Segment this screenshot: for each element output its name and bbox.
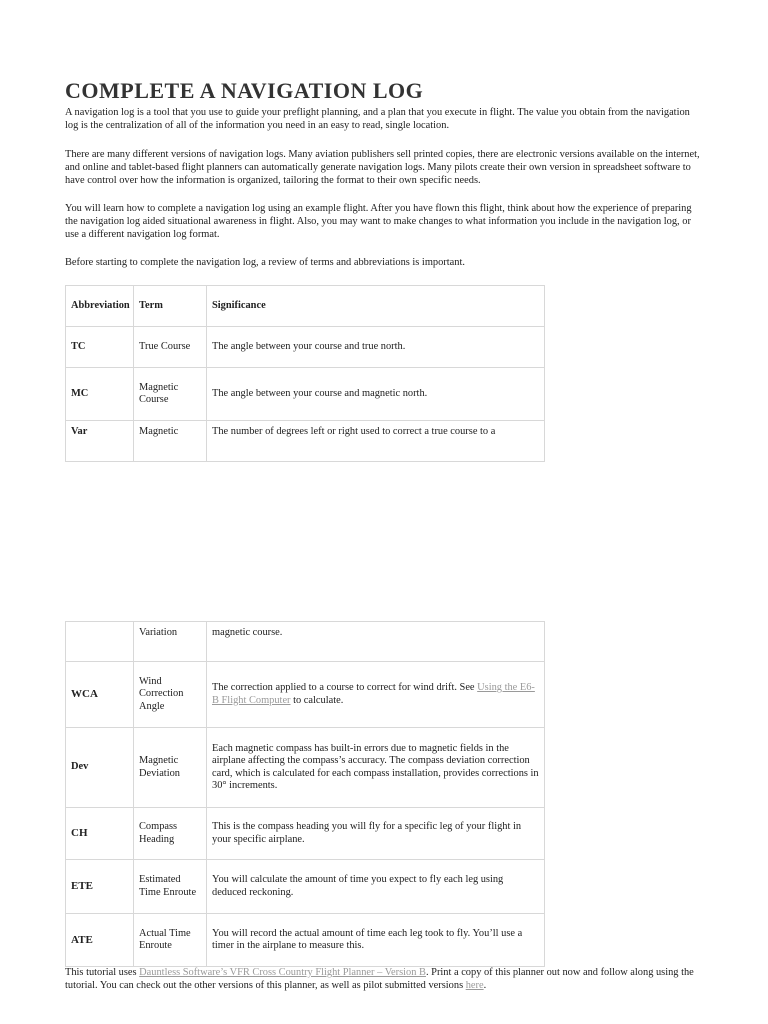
- row-term: Magnetic: [134, 421, 207, 462]
- intro-paragraph-3: You will learn how to complete a navigation log using an example flight. After you have flown this flight, think about how the experience of preparing the navigation log aided situational awareness in flight. Also, you may want to make changes to what information you include in the navigation log, or use a different navigation log format.: [65, 203, 692, 240]
- abbreviations-table-page-2: [65, 621, 545, 967]
- e6b-flight-computer-link[interactable]: Using the E6-B Flight Computer: [212, 682, 535, 706]
- intro-paragraph-1: A navigation log is a tool that you use to guide your preflight planning, and a plan that you execute in flight. The value you obtain from the navigation log is the centralization of all of the information you need in an easy to read, single location.: [65, 107, 690, 131]
- row-significance: You will calculate the amount of time you expect to fly each leg using deduced reckoning.: [207, 860, 545, 914]
- table-row: [66, 808, 545, 860]
- intro-paragraph-2: There are many different versions of navigation logs. Many aviation publishers sell printed copies, there are electronic versions available on the internet, and online and tablet-based flight planners can automatically generate navigation logs. Many pilots create their own version in spreadsheet software to have control over how the information is organized, tailoring the format to their own specific needs.: [65, 149, 700, 186]
- table-header-row: [66, 286, 545, 327]
- row-term: Magnetic Course: [134, 368, 207, 421]
- row-abbreviation: Dev: [66, 728, 134, 808]
- pilot-versions-link[interactable]: here: [465, 980, 484, 991]
- row-abbreviation: WCA: [66, 662, 134, 728]
- row-abbreviation: CH: [66, 808, 134, 860]
- row-significance: This is the compass heading you will fly for a specific leg of your flight in your specific airplane.: [207, 808, 545, 860]
- page-title: COMPLETE A NAVIGATION LOG: [65, 78, 424, 103]
- table-row: [66, 728, 545, 808]
- table-row: [66, 327, 545, 368]
- significance-text: The correction applied to a course to correct for wind drift. See: [212, 682, 478, 693]
- footer-text: .: [483, 980, 487, 991]
- row-abbreviation: Var: [66, 421, 134, 462]
- abbreviations-table-page-1: [65, 285, 545, 462]
- table-row: [66, 421, 545, 462]
- table-row: [66, 368, 545, 421]
- row-term: Actual Time Enroute: [134, 914, 207, 967]
- footer-text: . Print a copy of this planner out now and follow along using the tutorial. You can check out the other versions of this planner, as well as pilot submitted versions: [65, 967, 694, 991]
- header-abbreviation: Abbreviation: [66, 286, 134, 327]
- row-abbreviation: ETE: [66, 860, 134, 914]
- row-term: Variation: [134, 622, 207, 662]
- row-term: Compass Heading: [134, 808, 207, 860]
- header-term: Term: [134, 286, 207, 327]
- table-row: [66, 662, 545, 728]
- row-significance: magnetic course.: [207, 622, 545, 662]
- row-significance: You will record the actual amount of time each leg took to fly. You’ll use a timer in the airplane to measure this.: [207, 914, 545, 967]
- row-significance: The angle between your course and magnetic north.: [207, 368, 545, 421]
- row-term: True Course: [134, 327, 207, 368]
- row-significance: The angle between your course and true north.: [207, 327, 545, 368]
- intro-paragraph-4: Before starting to complete the navigation log, a review of terms and abbreviations is important.: [65, 257, 465, 268]
- row-term: Wind Correction Angle: [134, 662, 207, 728]
- row-abbreviation: MC: [66, 368, 134, 421]
- footer-paragraph: [65, 966, 705, 992]
- row-term: Estimated Time Enroute: [134, 860, 207, 914]
- table-row: [66, 914, 545, 967]
- row-abbreviation: ATE: [66, 914, 134, 967]
- row-abbreviation: TC: [66, 327, 134, 368]
- table-row: [66, 622, 545, 662]
- significance-text: to calculate.: [290, 694, 344, 706]
- row-term: Magnetic Deviation: [134, 728, 207, 808]
- row-abbreviation: [66, 622, 134, 662]
- footer-text: This tutorial uses: [65, 967, 140, 978]
- header-significance: Significance: [207, 286, 545, 327]
- vfr-flight-planner-link[interactable]: Dauntless Software’s VFR Cross Country Flight Planner – Version B: [139, 967, 426, 978]
- row-significance: The number of degrees left or right used to correct a true course to a: [207, 421, 545, 462]
- table-row: [66, 860, 545, 914]
- row-significance: Each magnetic compass has built-in errors due to magnetic fields in the airplane affecting the compass’s accuracy. The compass deviation correction card, which is calculated for each compass installation, provides corrections in 30° increments.: [207, 728, 545, 808]
- row-significance: [207, 662, 545, 728]
